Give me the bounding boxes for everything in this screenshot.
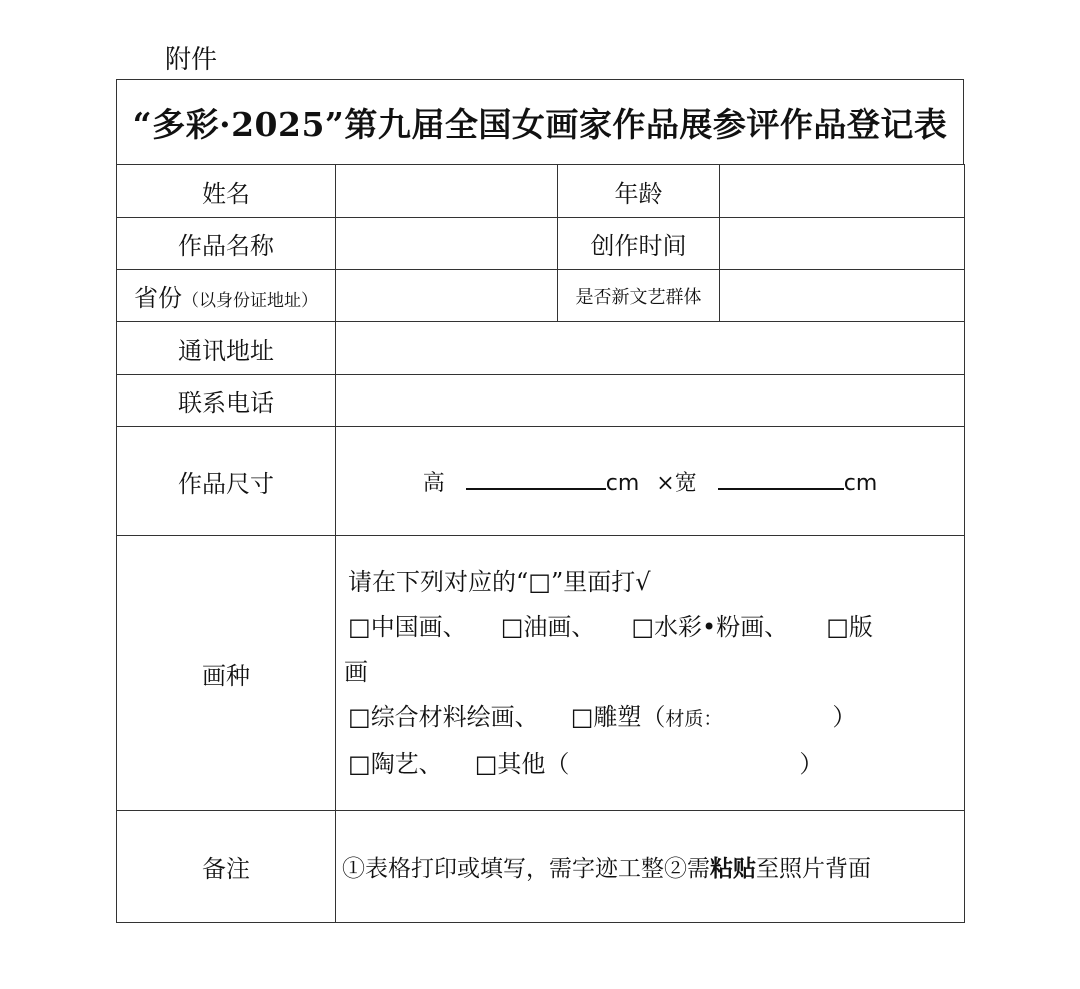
phone-label: 联系电话 [117, 375, 336, 427]
sculpture-close: ） [832, 703, 857, 731]
size-field [336, 427, 965, 536]
ceramic-checkbox[interactable]: □ [348, 750, 371, 778]
type-line-4 [348, 742, 956, 787]
name-label: 姓名 [117, 165, 336, 218]
oil-painting-checkbox[interactable]: □ [500, 613, 524, 641]
height-blank[interactable] [466, 474, 606, 490]
age-field[interactable] [720, 165, 965, 218]
width-label: ×宽 [656, 470, 697, 496]
province-note: （以身份证地址） [182, 291, 318, 311]
creation-time-label: 创作时间 [558, 218, 720, 270]
title-box [116, 79, 964, 165]
type-options [336, 536, 965, 811]
type-line-3 [348, 695, 956, 742]
remarks-text [336, 811, 965, 923]
size-label: 作品尺寸 [117, 427, 336, 536]
province-label [117, 270, 336, 322]
address-label: 通讯地址 [117, 322, 336, 375]
form-table [116, 164, 965, 923]
height-unit: cm [605, 470, 640, 496]
row-address [117, 322, 965, 375]
chinese-painting-label: 中国画、 [370, 613, 467, 641]
other-checkbox[interactable]: □ [474, 750, 498, 778]
attachment-label: 附件 [165, 45, 218, 75]
mixed-media-checkbox[interactable]: □ [348, 703, 371, 731]
watercolor-checkbox[interactable]: □ [631, 613, 655, 641]
chinese-painting-checkbox[interactable]: □ [348, 613, 371, 641]
registration-form [116, 79, 964, 924]
remarks-bold: 粘贴 [710, 855, 756, 882]
row-province-group [117, 270, 965, 322]
print-label-part1: 版 [848, 613, 873, 641]
province-label-text: 省份 [134, 284, 182, 312]
sculpture-checkbox[interactable]: □ [570, 703, 594, 731]
work-title-field[interactable] [336, 218, 558, 270]
address-field[interactable] [336, 322, 965, 375]
width-unit: cm [843, 470, 878, 496]
work-title-label: 作品名称 [117, 218, 336, 270]
other-label: 其他（ [497, 750, 570, 778]
remarks-part1: ①表格打印或填写，需字迹工整②需 [342, 856, 710, 882]
creation-time-field[interactable] [720, 218, 965, 270]
province-field[interactable] [336, 270, 558, 322]
sculpture-label: 雕塑（ [593, 703, 666, 731]
height-label: 高 [422, 470, 445, 496]
ceramic-label: 陶艺、 [370, 750, 443, 778]
row-title-time [117, 218, 965, 270]
name-field[interactable] [336, 165, 558, 218]
row-remarks [117, 811, 965, 923]
phone-field[interactable] [336, 375, 965, 427]
new-art-group-field[interactable] [720, 270, 965, 322]
row-phone [117, 375, 965, 427]
type-label: 画种 [117, 536, 336, 811]
mixed-media-label: 综合材料绘画、 [370, 703, 539, 731]
row-name-age [117, 165, 965, 218]
type-line-1 [348, 605, 956, 650]
new-art-group-label: 是否新文艺群体 [558, 270, 720, 322]
material-label: 材质： [665, 708, 723, 730]
form-title: “多彩·2025”第九届全国女画家作品展参评作品登记表 [132, 104, 948, 144]
row-size [117, 427, 965, 536]
type-line-2 [344, 650, 956, 695]
remarks-label: 备注 [117, 811, 336, 923]
row-type [117, 536, 965, 811]
other-close: ） [799, 750, 824, 778]
print-label-part2: 画 [344, 658, 368, 686]
type-instruction: 请在下列对应的“□”里面打√ [348, 568, 651, 596]
oil-painting-label: 油画、 [523, 613, 596, 641]
watercolor-label: 水彩•粉画、 [654, 613, 789, 641]
remarks-part2: 至照片背面 [756, 856, 871, 882]
width-blank[interactable] [718, 474, 844, 490]
age-label: 年龄 [558, 165, 720, 218]
print-checkbox[interactable]: □ [826, 613, 849, 641]
